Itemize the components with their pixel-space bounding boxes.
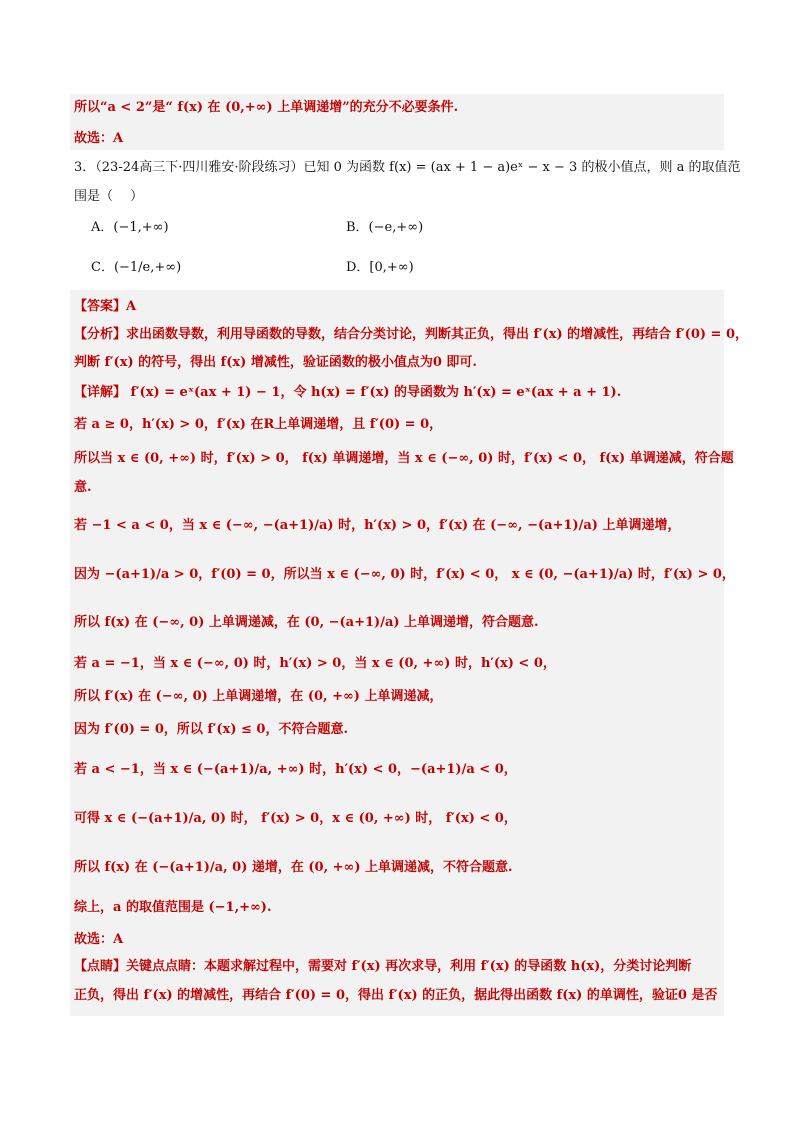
step-line-12: 所以 f(x) 在 (−(a+1)/a, 0) 递增，在 (0, +∞) 上单调递减，不符合题意. (74, 860, 513, 875)
step-line-11: 可得 x ∈ (−(a+1)/a, 0) 时， f′(x) > 0，x ∈ (0, +∞) 时， f′(x) < 0， (74, 811, 517, 826)
analysis-line-2: 判断 f′(x) 的符号，得出 f(x) 增减性，验证函数的极小值点为0 即可. (74, 355, 477, 370)
final-choice-line: 故选：A (74, 932, 124, 947)
step-line-1: 若 a ≥ 0，h′(x) > 0，f′(x) 在R上单调递增，且 f′(0) = 0， (74, 417, 443, 432)
key-point-line-2: 正负，得出 f′(x) 的增减性，再结合 f′(0) = 0，得出 f′(x) 的正负，据此得出函数 f(x) 的单调性，验证0 是否 (74, 988, 718, 1003)
detail-line: 【详解】 f′(x) = eˣ(ax + 1) − 1，令 h(x) = f′(x) 的导函数为 h′(x) = eˣ(ax + a + 1). (74, 385, 622, 400)
step-line-9: 因为 f′(0) = 0，所以 f′(x) ≤ 0，不符合题意. (74, 722, 348, 737)
step-line-3: 意. (74, 480, 92, 495)
question-line-1: 3．（23-24高三下·四川雅安·阶段练习）已知 0 为函数 f(x) = (ax + 1 − a)eˣ − x − 3 的极小值点，则 a 的取值范 (74, 160, 741, 175)
option-c: C．(−1/e,+∞) (91, 260, 182, 275)
step-line-13: 综上，a 的取值范围是 (−1,+∞). (74, 900, 272, 915)
analysis-line-1: 【分析】求出函数导数，利用导函数的导数，结合分类讨论，判断其正负，得出 f′(x) 的增减性，再结合 f′(0) = 0， (74, 327, 749, 342)
key-point-line-1: 【点睛】关键点点睛：本题求解过程中，需要对 f′(x) 再次求导，利用 f′(x) 的导函数 h(x)，分类讨论判断 (74, 959, 692, 974)
question-line-2: 围是（ ） (74, 189, 144, 204)
option-d: D．[0,+∞) (346, 260, 414, 275)
option-b: B．(−e,+∞) (346, 220, 424, 235)
step-line-6: 所以 f(x) 在 (−∞, 0) 上单调递减，在 (0, −(a+1)/a) 上单调递增，符合题意. (74, 615, 539, 630)
prev-conclusion: 所以“a < 2”是“ f(x) 在 (0,+∞) 上单调递增”的充分不必要条件. (74, 100, 459, 115)
option-a: A．(−1,+∞) (91, 220, 169, 235)
step-line-8: 所以 f′(x) 在 (−∞, 0) 上单调递增，在 (0, +∞) 上单调递减， (74, 689, 443, 704)
step-line-7: 若 a = −1，当 x ∈ (−∞, 0) 时，h′(x) > 0，当 x ∈ (0, +∞) 时，h′(x) < 0， (74, 656, 556, 671)
step-line-4: 若 −1 < a < 0，当 x ∈ (−∞, −(a+1)/a) 时，h′(x) > 0，f′(x) 在 (−∞, −(a+1)/a) 上单调递增， (74, 518, 681, 533)
answer-line: 【答案】A (74, 299, 137, 314)
step-line-10: 若 a < −1，当 x ∈ (−(a+1)/a, +∞) 时，h′(x) < 0，−(a+1)/a < 0， (74, 762, 517, 777)
prev-answer: 故选：A (74, 131, 124, 146)
step-line-2: 所以当 x ∈ (0, +∞) 时，f′(x) > 0， f(x) 单调递增，当 x ∈ (−∞, 0) 时，f′(x) < 0， f(x) 单调递减，符合题 (74, 451, 734, 466)
step-line-5: 因为 −(a+1)/a > 0，f′(0) = 0，所以当 x ∈ (−∞, 0) 时，f′(x) < 0， x ∈ (0, −(a+1)/a) 时，f′(x) > 0， (74, 567, 735, 582)
